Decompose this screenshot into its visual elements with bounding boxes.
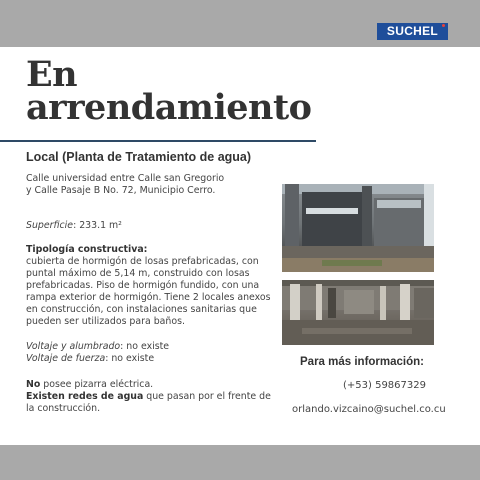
logo-text: SUCHEL bbox=[386, 24, 439, 38]
address: Calle universidad entre Calle san Gregorio y Calle Pasaje B No. 72, Municipio Cerro. bbox=[26, 173, 225, 196]
contact-phone[interactable]: (+53) 59867329 bbox=[343, 380, 426, 391]
surface-line bbox=[26, 220, 122, 232]
notes-block bbox=[26, 379, 276, 415]
page-title bbox=[26, 54, 312, 128]
contact-heading: Para más información: bbox=[300, 356, 424, 368]
typology-text: cubierta de hormigón de losas prefabricadas, con puntal máximo de 5,14 m, construido con losas prefabricadas. Piso de hormigón fundido, con una rampa exterior de hormigón. Tiene 2 locales anexos en construcción, con instalaciones sanitarias que pueden ser utilizados para baños. bbox=[26, 256, 271, 327]
pizarra-bold: No bbox=[26, 379, 41, 390]
property-subtitle: Local (Planta de Tratamiento de agua) bbox=[26, 150, 252, 164]
building-interior-photo bbox=[282, 280, 434, 345]
typology-block bbox=[26, 244, 274, 328]
pizarra-rest: posee pizarra eléctrica. bbox=[40, 379, 154, 390]
voltage-power-value: : no existe bbox=[105, 353, 155, 364]
agua-rest: que pasan por el frente de la construcción. bbox=[26, 391, 271, 414]
voltage-power-label: Voltaje de fuerza bbox=[26, 353, 106, 364]
utilities-block bbox=[26, 341, 169, 365]
surface-value: : 233.1 m² bbox=[73, 220, 122, 231]
title-line-2: arrendamiento bbox=[26, 87, 312, 128]
suchel-logo bbox=[377, 23, 448, 40]
bottom-bar bbox=[0, 445, 480, 480]
contact-email[interactable]: orlando.vizcaino@suchel.co.cu bbox=[292, 404, 446, 415]
typology-label: Tipología constructiva: bbox=[26, 244, 148, 255]
building-exterior-photo bbox=[282, 184, 434, 272]
voltage-lighting-label: Voltaje y alumbrado bbox=[26, 341, 121, 352]
title-divider bbox=[0, 140, 316, 142]
top-bar bbox=[0, 0, 480, 47]
voltage-lighting-value: : no existe bbox=[120, 341, 170, 352]
title-line-1: En bbox=[26, 54, 78, 95]
surface-label: Superficie bbox=[26, 220, 74, 231]
agua-bold: Existen redes de agua bbox=[26, 391, 144, 402]
logo-dot-icon bbox=[442, 24, 445, 27]
